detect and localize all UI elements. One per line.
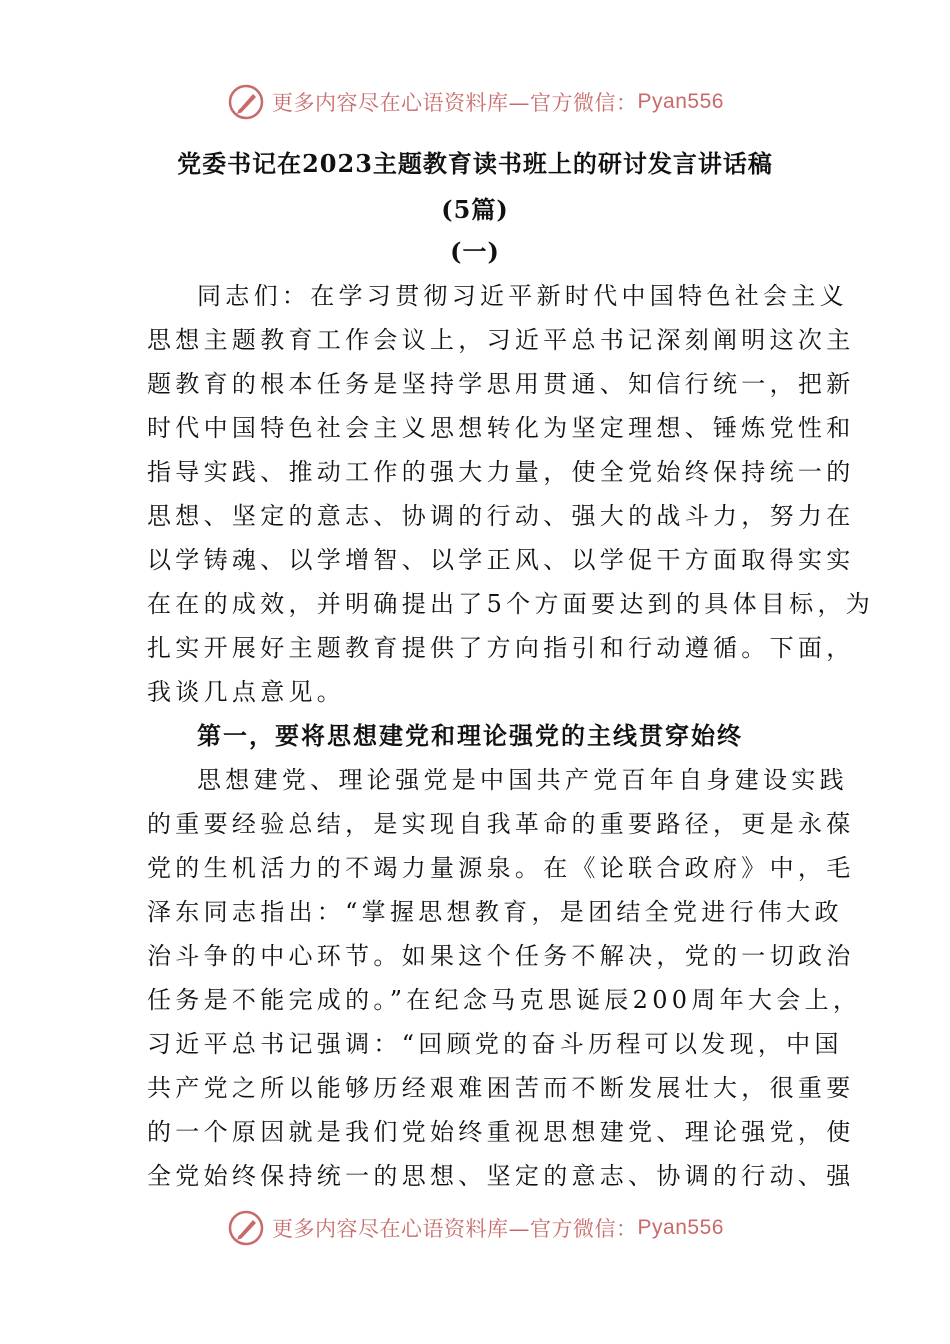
section-number: (一): [450, 237, 500, 266]
text-line: 思想、坚定的意志、协调的行动、强大的战斗力，努力在: [147, 502, 855, 530]
text-line: 以学铸魂、以学增智、以学正风、以学促干方面取得实实: [147, 546, 855, 574]
text-line: 的一个原因就是我们党始终重视思想建党、理论强党，使: [147, 1118, 855, 1146]
text-line: 同志们：在学习贯彻习近平新时代中国特色社会主义: [197, 282, 848, 310]
text-line: 的重要经验总结，是实现自我革命的重要路径，更是永葆: [147, 810, 855, 838]
text-line: 时代中国特色社会主义思想转化为坚定理想、锤炼党性和: [147, 414, 855, 442]
text-line: 泽东同志指出：“掌握思想教育，是团结全党进行伟大政: [147, 898, 843, 926]
text-line: 全党始终保持统一的思想、坚定的意志、协调的行动、强: [147, 1162, 855, 1190]
text-line: 任务是不能完成的。”在纪念马克思诞辰200周年大会上，: [147, 986, 862, 1014]
text-line: 我谈几点意见。: [147, 678, 346, 706]
watermark-bottom: [0, 1206, 950, 1250]
text-line: 扎实开展好主题教育提供了方向指引和行动遵循。下面，: [147, 634, 855, 662]
text-line: 题教育的根本任务是坚持学思用贯通、知信行统一，把新: [147, 370, 855, 398]
watermark-text: 更多内容尽在心语资料库—官方微信：: [272, 1217, 638, 1241]
document-subtitle: (5篇): [441, 195, 509, 224]
pen-logo-icon: [226, 1208, 266, 1248]
text-line: 在在的成效，并明确提出了5个方面要达到的具体目标，为: [147, 590, 875, 618]
text-line: 治斗争的中心环节。如果这个任务不解决，党的一切政治: [147, 942, 855, 970]
text-line: 共产党之所以能够历经艰难困苦而不断发展壮大，很重要: [147, 1074, 855, 1102]
watermark-top: [0, 80, 950, 124]
section-heading: 第一，要将思想建党和理论强党的主线贯穿始终: [197, 721, 743, 750]
watermark-wechat-id: Pyan556: [637, 1216, 724, 1239]
watermark-text: 更多内容尽在心语资料库—官方微信：: [272, 91, 638, 115]
text-line: 思想主题教育工作会议上，习近平总书记深刻阐明这次主: [147, 326, 855, 354]
document-title: 党委书记在2023主题教育读书班上的研讨发言讲话稿: [177, 149, 773, 178]
document-body: [147, 274, 875, 1198]
pen-logo-icon: [226, 82, 266, 122]
text-line: 党的生机活力的不竭力量源泉。在《论联合政府》中，毛: [147, 854, 855, 882]
text-line: 习近平总书记强调：“回顾党的奋斗历程可以发现，中国: [147, 1030, 843, 1058]
text-line: 思想建党、理论强党是中国共产党百年自身建设实践: [197, 766, 848, 794]
text-line: 指导实践、推动工作的强大力量，使全党始终保持统一的: [147, 458, 855, 486]
watermark-wechat-id: Pyan556: [637, 90, 724, 113]
